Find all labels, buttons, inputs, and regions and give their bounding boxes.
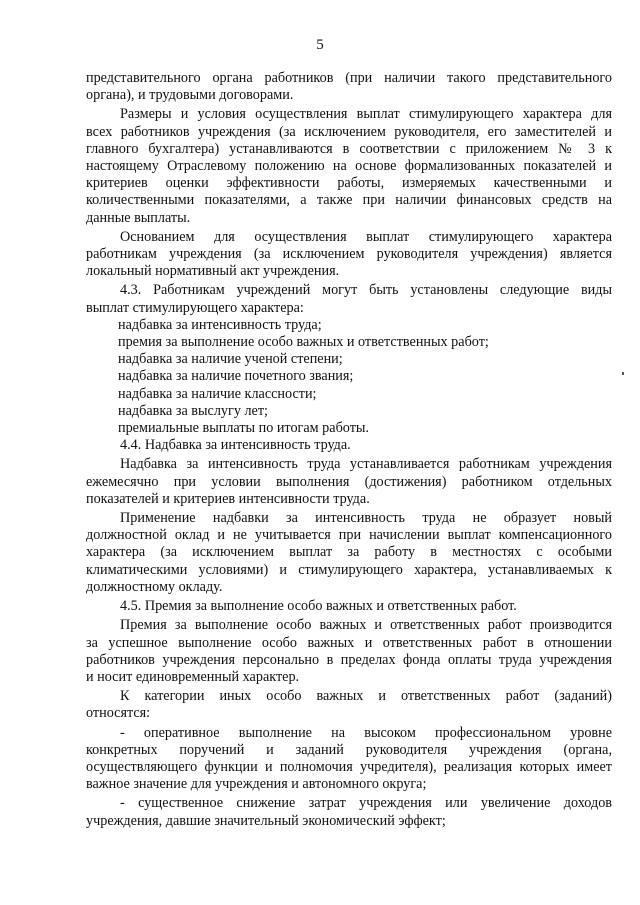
page-number: 5 — [316, 37, 324, 53]
text-line: ежемесячно при условии выполнения (достижения) работником отдельных — [86, 473, 612, 490]
section-heading-4-3: 4.3. Работникам учреждений могут быть установлены следующие виды — [120, 282, 612, 299]
document-body — [86, 70, 612, 830]
text-line: представительного органа работников (при наличии такого представительного — [86, 70, 612, 86]
text-line: работникам учреждения (за исключением руководителя учреждения) является — [86, 246, 612, 263]
list-item: надбавка за выслугу лет; — [118, 402, 268, 419]
text-line: должностному окладу. — [86, 578, 223, 595]
text-line: работников учреждения персонально в пределах фонда оплаты труда учреждения — [86, 651, 612, 668]
text-line: осуществляющего функции и полномочия учредителя), реализация которых имеет — [86, 758, 612, 775]
text-line: Размеры и условия осуществления выплат стимулирующего характера для — [120, 106, 612, 123]
text-line: количественными показателями, а также при наличии финансовых средств на — [86, 192, 612, 209]
text-line: климатическими условиями) и стимулирующего характера, устанавливаемых к — [86, 561, 612, 578]
text-line: органа), и трудовыми договорами. — [86, 87, 294, 104]
text-line: показателей и критериев интенсивности труда. — [86, 490, 370, 507]
list-item: надбавка за интенсивность труда; — [118, 316, 322, 333]
text-line: относятся: — [86, 705, 151, 722]
text-line: за успешное выполнение особо важных и ответственных работ в отношении — [86, 634, 612, 651]
section-heading-4-5: 4.5. Премия за выполнение особо важных и ответственных работ. — [120, 598, 517, 615]
text-line: Премия за выполнение особо важных и ответственных работ производится — [120, 617, 612, 634]
list-item: надбавка за наличие почетного звания; — [118, 368, 354, 385]
list-item: - оперативное выполнение на высоком профессиональном уровне — [120, 724, 612, 741]
text-line: главного бухгалтера) устанавливаются в соответствии с приложением № 3 к — [86, 140, 612, 157]
list-item: надбавка за наличие классности; — [118, 385, 317, 402]
text-line: данные выплаты. — [86, 209, 191, 226]
text-line: выплат стимулирующего характера: — [86, 299, 304, 316]
text-line: должностной оклад и не учитывается при начислении выплат компенсационного — [86, 527, 612, 544]
text-line: локальный нормативный акт учреждения. — [86, 263, 340, 280]
list-item: надбавка за наличие ученой степени; — [118, 351, 343, 368]
text-line: характера (за исключением выплат за работу в местностях с особыми — [86, 544, 612, 561]
text-line: важное значение для учреждения и автономного округа; — [86, 776, 427, 793]
text-line: учреждения, давшие значительный экономический эффект; — [86, 812, 446, 829]
text-line: Применение надбавки за интенсивность труда не образует новый — [120, 510, 612, 527]
scan-speck — [622, 372, 624, 375]
section-heading-4-4: 4.4. Надбавка за интенсивность труда. — [120, 437, 351, 454]
list-item: премиальные выплаты по итогам работы. — [118, 420, 369, 437]
text-line: К категории иных особо важных и ответственных работ (заданий) — [120, 688, 612, 705]
text-line: критериев оценки эффективности работы, измеряемых качественными и — [86, 175, 612, 192]
list-item: премия за выполнение особо важных и ответственных работ; — [118, 334, 489, 351]
text-line: Надбавка за интенсивность труда устанавливается работникам учреждения — [120, 456, 612, 473]
text-line: Основанием для осуществления выплат стимулирующего характера — [120, 228, 612, 245]
text-line: и носит единовременный характер. — [86, 668, 300, 685]
text-line: настоящему Отраслевому положению на основе формализованных показателей и — [86, 158, 612, 175]
text-line: всех работников учреждения (за исключением руководителя, его заместителей и — [86, 123, 612, 140]
list-item: - существенное снижение затрат учреждения или увеличение доходов — [120, 795, 612, 812]
text-line: конкретных поручений и заданий руководителя учреждения (органа, — [86, 741, 612, 758]
